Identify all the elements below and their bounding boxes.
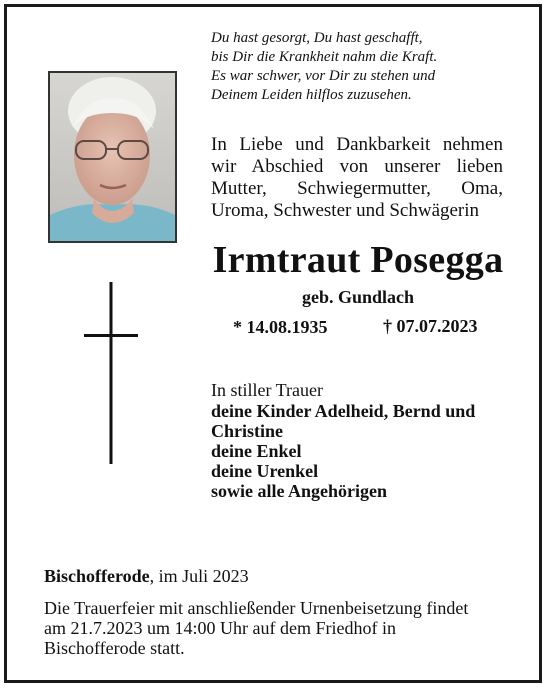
poem-line: Du hast gesorgt, Du hast geschafft, — [211, 30, 423, 46]
mourners-block — [211, 380, 511, 501]
funeral-line: Bischofferode statt. — [44, 638, 185, 658]
death-date: † 07.07.2023 — [383, 316, 478, 336]
farewell-intro — [211, 134, 503, 222]
cross-icon — [84, 282, 140, 464]
deceased-name: Irmtraut Posegga — [212, 239, 504, 281]
intro-line: wir Abschied von unserer lieben — [211, 156, 503, 177]
mourner-line: deine Enkel — [211, 441, 302, 461]
poem-line: Es war schwer, vor Dir zu stehen und — [211, 68, 436, 84]
poem — [211, 29, 511, 105]
mourner-line: deine Kinder Adelheid, Bernd und — [211, 401, 476, 421]
poem-line: Deinem Leiden hilflos zuzusehen. — [211, 87, 412, 103]
intro-line: Mutter, Schwiegermutter, Oma, — [211, 178, 503, 199]
mourner-line: Christine — [211, 421, 283, 441]
funeral-notice — [44, 598, 518, 658]
mourner-line: deine Urenkel — [211, 461, 319, 481]
portrait-photo — [48, 71, 177, 243]
funeral-line: Die Trauerfeier mit anschließender Urnenbeisetzung findet — [44, 598, 469, 618]
birth-date: * 14.08.1935 — [233, 317, 328, 337]
mourner-line: sowie alle Angehörigen — [211, 481, 387, 501]
poem-line: bis Dir die Krankheit nahm die Kraft. — [211, 49, 438, 65]
mourners-heading: In stiller Trauer — [211, 380, 323, 400]
funeral-line: am 21.7.2023 um 14:00 Uhr auf dem Friedhof in — [44, 618, 396, 638]
portrait-image — [50, 73, 175, 241]
date-text: , im Juli 2023 — [149, 566, 249, 586]
place-date — [44, 566, 249, 587]
birth-name: geb. Gundlach — [301, 287, 415, 307]
place-name: Bischofferode — [44, 566, 150, 586]
intro-line: In Liebe und Dankbarkeit nehmen — [211, 134, 503, 155]
intro-line: Uroma, Schwester und Schwägerin — [211, 200, 480, 221]
